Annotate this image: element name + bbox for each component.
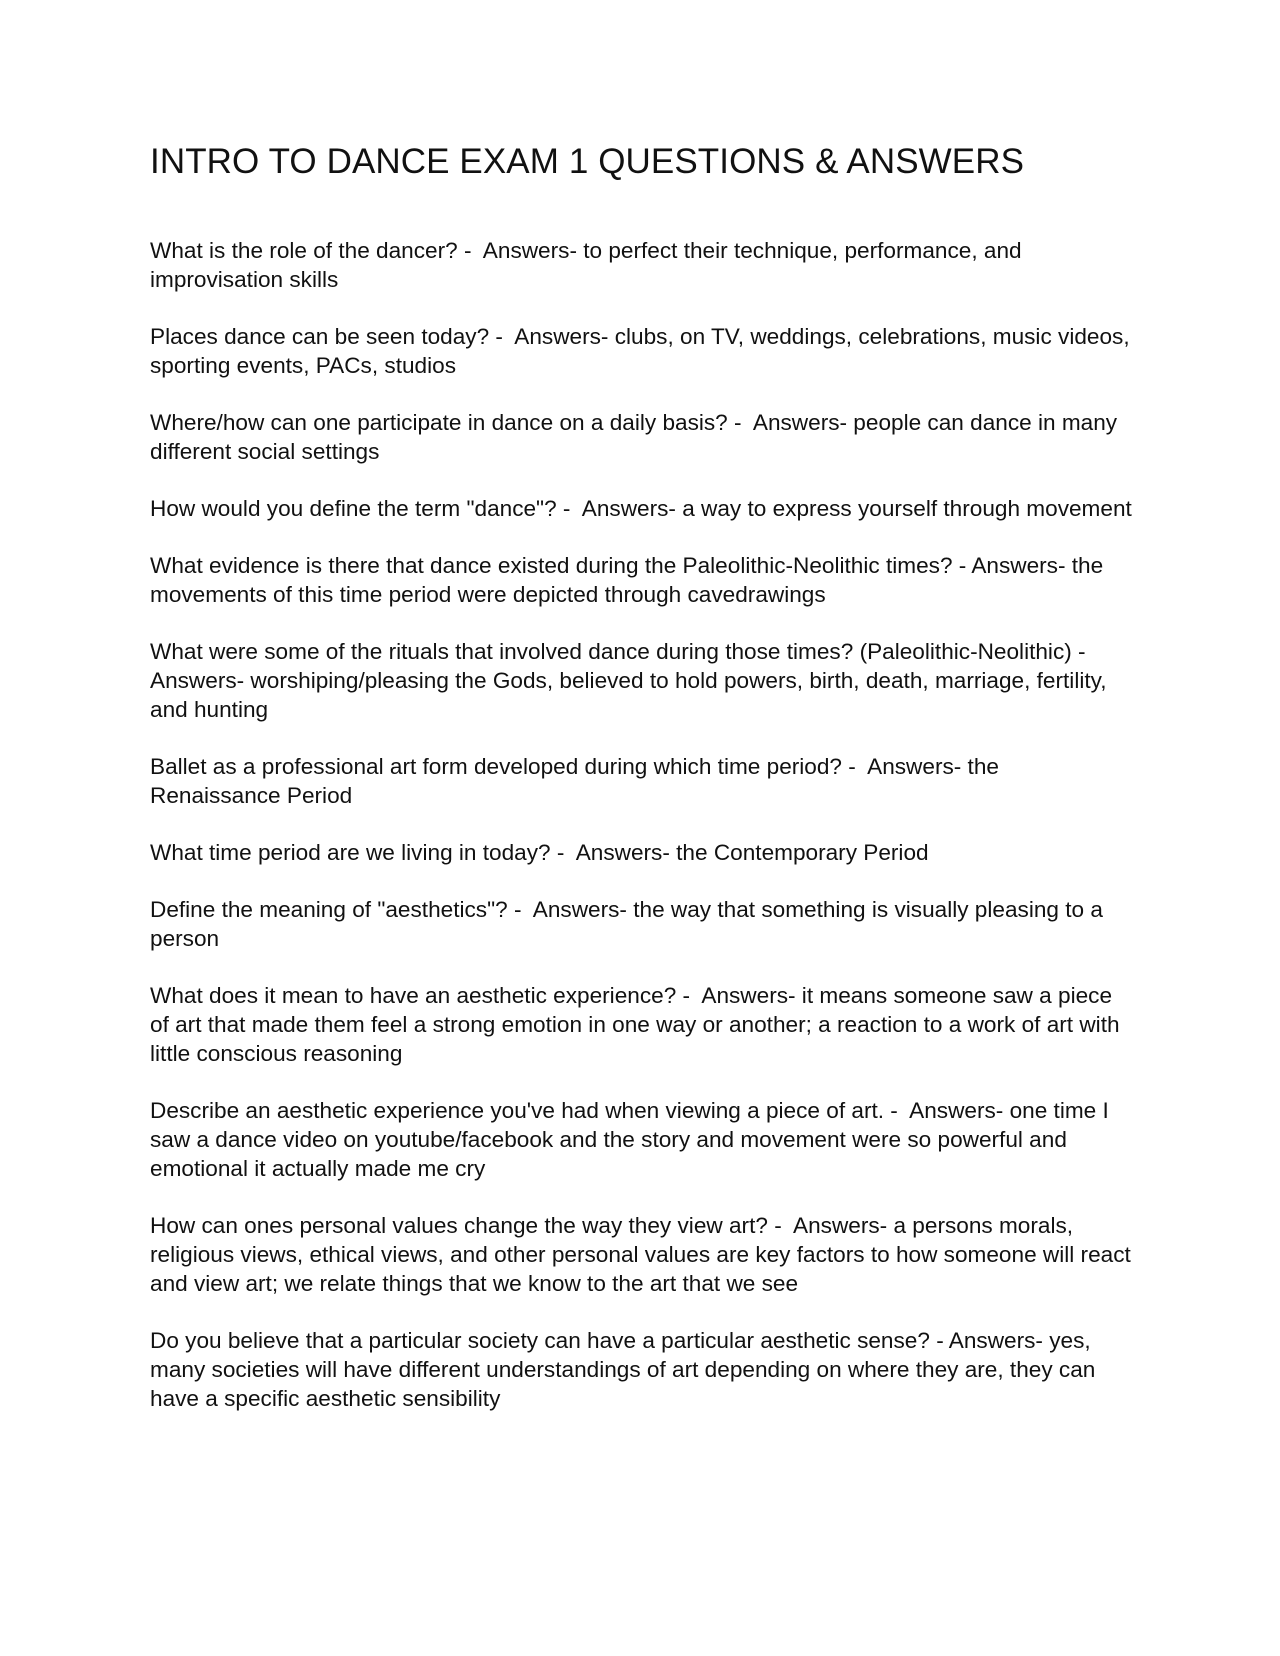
document-page xyxy=(150,140,1138,1441)
answer-text: Answers- the Renaissance Period xyxy=(150,754,1006,808)
answer-text: Answers- a persons morals, religious views, ethical views, and other personal values are key factors to how someone will react and view art; we relate things that we know to the art that we see xyxy=(150,1213,1138,1296)
qa-item xyxy=(150,408,1135,466)
question-text: Describe an aesthetic experience you've had when viewing a piece of art. - xyxy=(150,1098,905,1123)
question-text: Ballet as a professional art form developed during which time period? - xyxy=(150,754,863,779)
qa-item xyxy=(150,494,1135,523)
qa-item xyxy=(150,752,1135,810)
qa-item xyxy=(150,322,1135,380)
qa-item xyxy=(150,1211,1138,1298)
question-text: Do you believe that a particular society can have a particular aesthetic sense? - xyxy=(150,1328,949,1353)
question-text: How would you define the term "dance"? - xyxy=(150,496,577,521)
document-title: INTRO TO DANCE EXAM 1 QUESTIONS & ANSWERS xyxy=(150,142,1025,181)
question-text: What were some of the rituals that involved dance during those times? (Paleolithic-Neolithic) - xyxy=(150,639,1092,664)
question-text: Define the meaning of "aesthetics"? - xyxy=(150,897,528,922)
answer-text: Answers- the Contemporary Period xyxy=(570,840,929,865)
qa-item xyxy=(150,895,1135,953)
answer-text: Answers- yes, many societies will have different understandings of art depending on where they are, they can have a specific aesthetic sensibility xyxy=(150,1328,1102,1411)
question-text: What does it mean to have an aesthetic experience? - xyxy=(150,983,697,1008)
answer-text: Answers- the way that something is visually pleasing to a person xyxy=(150,897,1110,951)
qa-item xyxy=(150,236,1135,294)
question-text: Where/how can one participate in dance on a daily basis? - xyxy=(150,410,748,435)
qa-item xyxy=(150,838,1135,867)
answer-text: Answers- a way to express yourself through movement xyxy=(576,496,1132,521)
answer-text: Answers- to perfect their technique, performance, and improvisation skills xyxy=(150,238,1028,292)
answer-text: Answers- worshiping/pleasing the Gods, believed to hold powers, birth, death, marriage, fertility, and hunting xyxy=(150,639,1113,722)
question-text: What evidence is there that dance existed during the Paleolithic-Neolithic times? - xyxy=(150,553,972,578)
answer-text: Answers- it means someone saw a piece of art that made them feel a strong emotion in one way or another; a reaction to a work of art with little conscious reasoning xyxy=(150,983,1126,1066)
qa-item xyxy=(150,1326,1135,1413)
question-text: What time period are we living in today? - xyxy=(150,840,571,865)
qa-item xyxy=(150,981,1135,1068)
qa-item xyxy=(150,637,1135,724)
question-text: What is the role of the dancer? - xyxy=(150,238,478,263)
question-text: Places dance can be seen today? - xyxy=(150,324,510,349)
answer-text: Answers- the movements of this time period were depicted through cavedrawings xyxy=(150,553,1110,607)
qa-item xyxy=(150,1096,1135,1183)
qa-list xyxy=(150,236,1138,1413)
qa-item xyxy=(150,551,1135,609)
answer-text: Answers- clubs, on TV, weddings, celebrations, music videos, sporting events, PACs, studios xyxy=(150,324,1136,378)
answer-text: Answers- one time I saw a dance video on youtube/facebook and the story and movement were so powerful and emotional it actually made me cry xyxy=(150,1098,1116,1181)
answer-text: Answers- people can dance in many different social settings xyxy=(150,410,1124,464)
question-text: How can ones personal values change the way they view art? - xyxy=(150,1213,788,1238)
